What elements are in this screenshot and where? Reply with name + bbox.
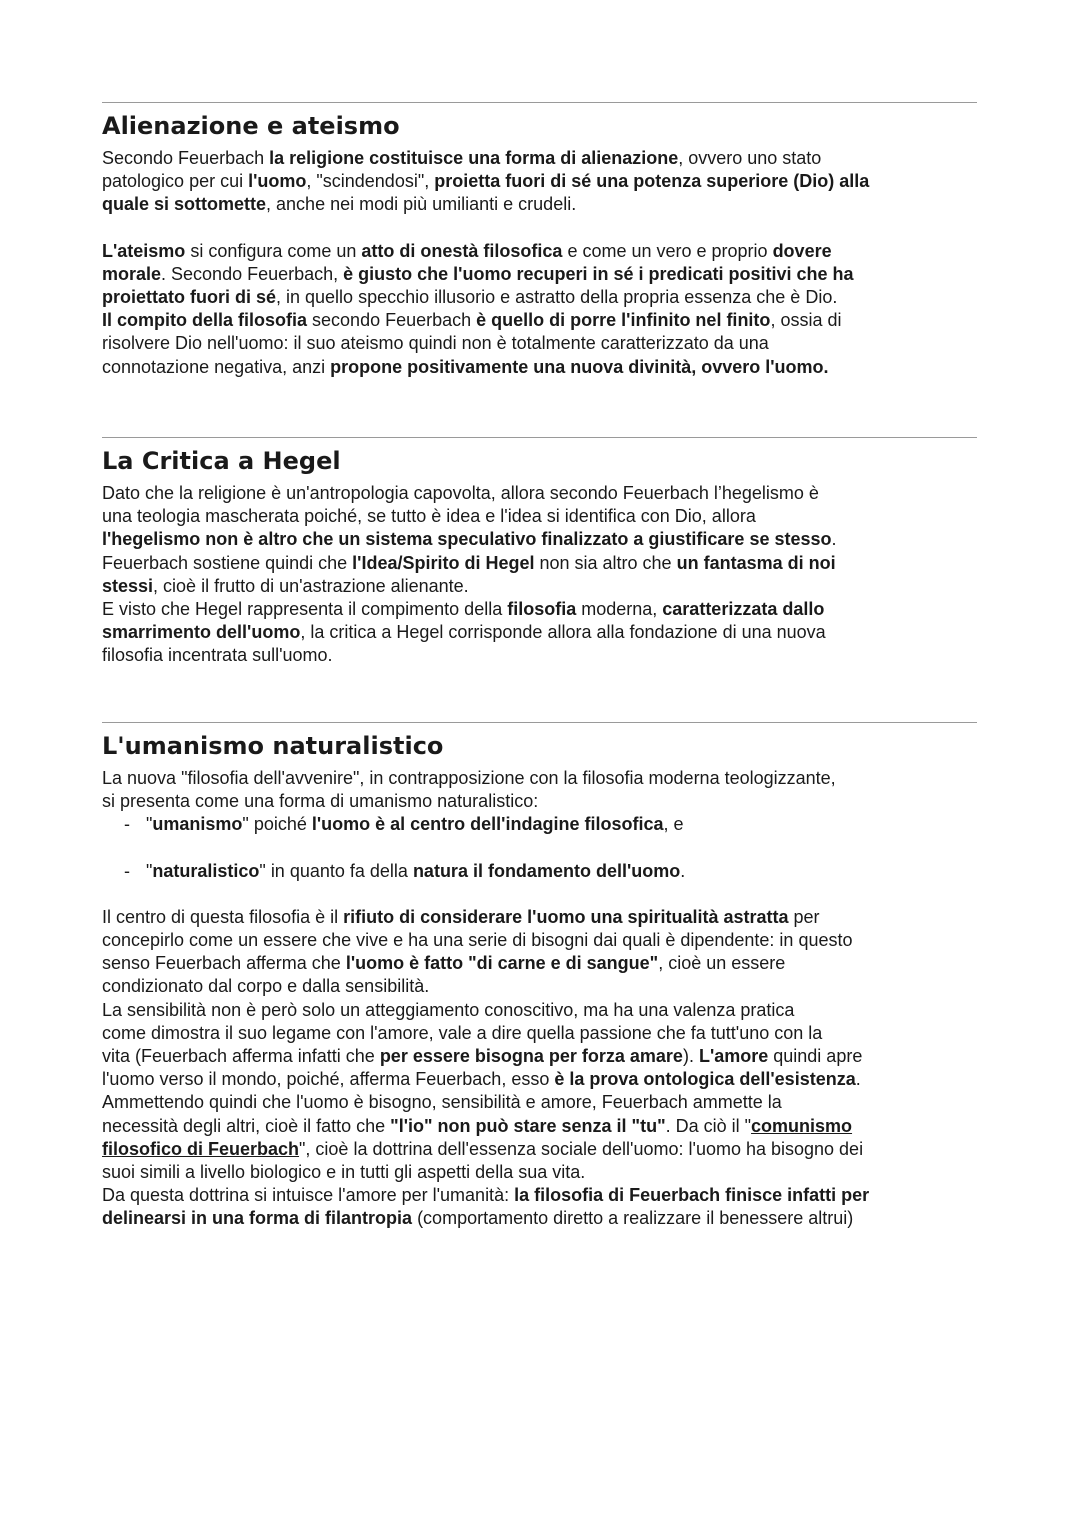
text-line: risolvere Dio nell'uomo: il suo ateismo quindi non è totalmente caratterizzato da una bbox=[102, 333, 769, 354]
text-line: Il compito della filosofia secondo Feuerbach è quello di porre l'infinito nel finito, ossia di bbox=[102, 310, 842, 331]
bullet-list bbox=[102, 813, 977, 882]
text-line: Dato che la religione è un'antropologia capovolta, allora secondo Feuerbach l’hegelismo è bbox=[102, 483, 819, 503]
text-line: smarrimento dell'uomo, la critica a Hegel corrisponde allora alla fondazione di una nuova bbox=[102, 622, 826, 643]
text-line: l'uomo verso il mondo, poiché, afferma Feuerbach, esso è la prova ontologica dell'esistenza. bbox=[102, 1069, 861, 1090]
text-line: morale. Secondo Feuerbach, è giusto che l'uomo recuperi in sé i predicati positivi che ha bbox=[102, 263, 854, 284]
text-line: patologico per cui l'uomo, "scindendosi", proietta fuori di sé una potenza superiore (Dio) alla bbox=[102, 171, 870, 192]
text-line: Ammettendo quindi che l'uomo è bisogno, sensibilità e amore, Feuerbach ammette la bbox=[102, 1092, 782, 1113]
text-line: Il centro di questa filosofia è il rifiuto di considerare l'uomo una spiritualità astratta per bbox=[102, 906, 820, 927]
section-divider bbox=[102, 102, 977, 103]
dash-bullet: - bbox=[124, 860, 130, 881]
text-line: proiettato fuori di sé, in quello specchio illusorio e astratto della propria essenza che è Dio. bbox=[102, 287, 838, 308]
text-line: come dimostra il suo legame con l'amore, vale a dire quella passione che fa tutt'uno con la bbox=[102, 1022, 823, 1043]
list-item: - "naturalistico" in quanto fa della natura il fondamento dell'uomo. bbox=[102, 860, 977, 883]
section-alienazione bbox=[102, 102, 977, 379]
text-line: L'ateismo si configura come un atto di onestà filosofica e come un vero e proprio dovere bbox=[102, 240, 832, 261]
underlined-term: comunismo bbox=[751, 1115, 853, 1136]
paragraph bbox=[102, 767, 977, 813]
section-divider bbox=[102, 437, 977, 438]
text-line: si presenta come una forma di umanismo naturalistico: bbox=[102, 791, 539, 812]
section-heading: Alienazione e ateismo bbox=[102, 112, 400, 140]
text-line: filosofia incentrata sull'uomo. bbox=[102, 645, 333, 666]
dash-bullet: - bbox=[124, 814, 130, 835]
list-item: - "umanismo" poiché l'uomo è al centro dell'indagine filosofica, e bbox=[102, 813, 977, 836]
section-heading: La Critica a Hegel bbox=[102, 447, 341, 475]
text-line: stessi, cioè il frutto di un'astrazione alienante. bbox=[102, 575, 469, 596]
text-line: necessità degli altri, cioè il fatto che "l'io" non può stare senza il "tu". Da ciò il "comunismo bbox=[102, 1115, 853, 1136]
paragraph bbox=[102, 240, 977, 379]
text-line: l'hegelismo non è altro che un sistema speculativo finalizzato a giustificare se stesso. bbox=[102, 529, 837, 550]
text-line: filosofico di Feuerbach", cioè la dottrina dell'essenza sociale dell'uomo: l'uomo ha bisogno dei bbox=[102, 1138, 864, 1159]
text-line: connotazione negativa, anzi propone positivamente una nuova divinità, ovvero l'uomo. bbox=[102, 356, 829, 377]
text-line: Feuerbach sostiene quindi che l'Idea/Spirito di Hegel non sia altro che un fantasma di noi bbox=[102, 552, 836, 573]
text-line: senso Feuerbach afferma che l'uomo è fatto "di carne e di sangue", cioè un essere bbox=[102, 953, 786, 974]
text-line: concepirlo come un essere che vive e ha una serie di bisogni dai quali è dipendente: in questo bbox=[102, 930, 853, 951]
paragraph bbox=[102, 147, 977, 217]
text-line: una teologia mascherata poiché, se tutto è idea e l'idea si identifica con Dio, allora bbox=[102, 506, 756, 527]
text-line: delinearsi in una forma di filantropia (comportamento diretto a realizzare il benessere altrui) bbox=[102, 1208, 854, 1229]
text-line: E visto che Hegel rappresenta il compimento della filosofia moderna, caratterizzata dallo bbox=[102, 599, 825, 620]
paragraph bbox=[102, 482, 977, 668]
underlined-term: filosofico di Feuerbach bbox=[102, 1138, 300, 1159]
text-line: quale si sottomette, anche nei modi più umilianti e crudeli. bbox=[102, 194, 577, 215]
section-critica-hegel bbox=[102, 437, 977, 668]
text-line: condizionato dal corpo e dalla sensibilità. bbox=[102, 976, 430, 997]
paragraph bbox=[102, 906, 977, 1231]
section-divider bbox=[102, 722, 977, 723]
text-line: vita (Feuerbach afferma infatti che per essere bisogna per forza amare). L'amore quindi apre bbox=[102, 1046, 863, 1067]
text-line: suoi simili a livello biologico e in tutti gli aspetti della sua vita. bbox=[102, 1162, 586, 1183]
section-heading: L'umanismo naturalistico bbox=[102, 732, 444, 760]
section-umanismo bbox=[102, 722, 977, 1231]
text-line: La sensibilità non è però solo un atteggiamento conoscitivo, ma ha una valenza pratica bbox=[102, 999, 795, 1020]
text-line: Secondo Feuerbach la religione costituisce una forma di alienazione, ovvero uno stato bbox=[102, 148, 822, 168]
text-line: Da questa dottrina si intuisce l'amore per l'umanità: la filosofia di Feuerbach finisce infatti per bbox=[102, 1185, 870, 1206]
text-line: La nuova "filosofia dell'avvenire", in contrapposizione con la filosofia moderna teologizzante, bbox=[102, 768, 836, 788]
